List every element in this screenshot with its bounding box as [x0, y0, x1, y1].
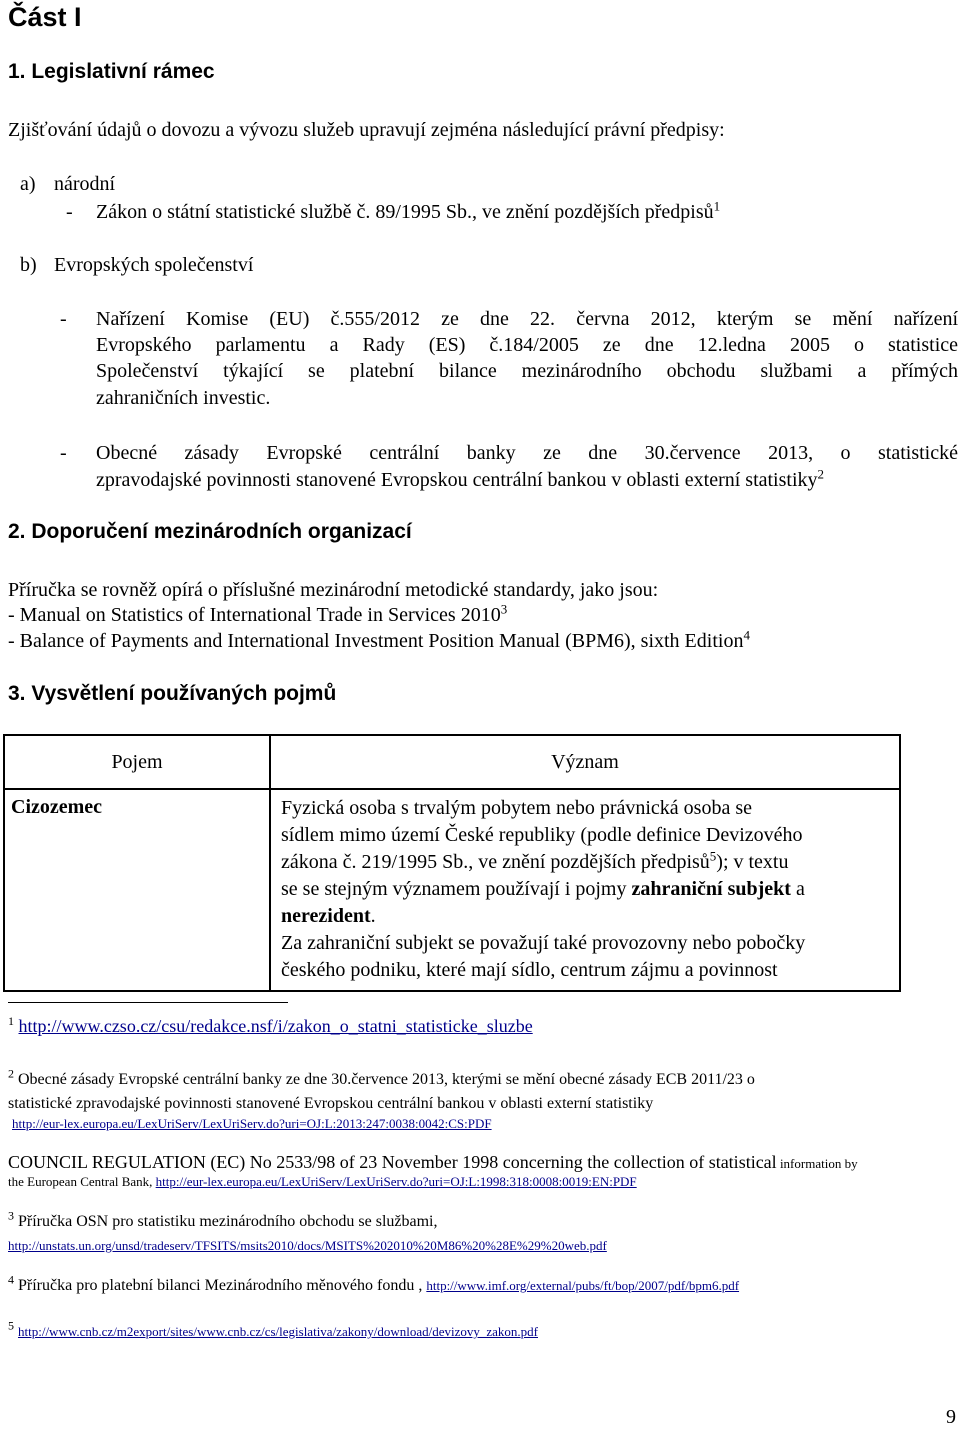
part-title: Část I [8, 2, 82, 32]
council-text: the European Central Bank, [8, 1174, 156, 1189]
footnote-number: 4 [8, 1272, 14, 1287]
definition-text: a [790, 878, 805, 900]
table-row [4, 789, 900, 991]
standard-item-text: - Balance of Payments and International Investment Position Manual (BPM6), sixth Edition [8, 630, 744, 652]
list-dash: - [60, 442, 67, 464]
list-item-line [96, 467, 824, 493]
list-item-line: Obecné zásady Evropské centrální banky ze dne 30.července 2013, o statistické [96, 442, 958, 464]
footnote-2 [8, 1066, 755, 1090]
term-bold: zahraniční subjekt [631, 878, 791, 900]
list-item-line: Společenství týkající se platební bilance mezinárodního obchodu službami a přímých [96, 360, 958, 382]
section2-heading: 2. Doporučení mezinárodních organizací [8, 520, 412, 543]
terms-table [3, 734, 901, 992]
definition-line [281, 849, 891, 876]
footnote-3-link-line [8, 1236, 607, 1256]
footnote-link[interactable]: http://www.imf.org/external/pubs/ft/bop/2007/pdf/bpm6.pdf [426, 1278, 740, 1293]
footnote-number: 3 [8, 1208, 14, 1223]
footnote-1 [8, 1016, 533, 1036]
definition-line: Za zahraniční subjekt se považují také provozovny nebo pobočky [281, 932, 806, 954]
definition-line: Fyzická osoba s trvalým pobytem nebo právnická osoba se [281, 797, 752, 819]
footnote-link[interactable]: http://unstats.un.org/unsd/tradeserv/TFSITS/msits2010/docs/MSITS%202010%20M86%20%28E%29%20web.pdf [8, 1238, 607, 1253]
definition-text: . [370, 905, 376, 927]
footnote-link[interactable]: http://eur-lex.europa.eu/LexUriServ/LexUriServ.do?uri=OJ:L:2013:247:0038:0042:CS:PDF [12, 1116, 492, 1131]
footnote-link[interactable]: http://www.czso.cz/csu/redakce.nsf/i/zakon_o_statni_statisticke_sluzbe [18, 1016, 533, 1036]
definition-text: ); v textu [716, 851, 789, 873]
definition-line [281, 903, 891, 930]
footnote-ref: 2 [817, 466, 825, 482]
definition-text: se se stejným významem používají i pojmy [281, 878, 632, 900]
list-dash: - [66, 201, 73, 223]
footnote-number: 5 [8, 1318, 14, 1333]
council-text-small: information by [776, 1156, 858, 1171]
definition-cell [270, 789, 900, 991]
term-cell: Cizozemec [4, 789, 270, 991]
footnote-link[interactable]: http://eur-lex.europa.eu/LexUriServ/LexUriServ.do?uri=OJ:L:1998:318:0008:0019:EN:PDF [155, 1174, 637, 1189]
footnote-number: 2 [8, 1066, 14, 1081]
footnote-link[interactable]: http://www.cnb.cz/m2export/sites/www.cnb.cz/cs/legislativa/zakony/download/devizovy_zakon.pdf [18, 1324, 538, 1339]
definition-line: českého podniku, které mají sídlo, centrum zájmu a povinnost [281, 959, 778, 981]
council-text: COUNCIL REGULATION (EC) No 2533/98 of 23 November 1998 concerning the collection of statistical [8, 1152, 777, 1172]
definition-line: sídlem mimo území České republiky (podle definice Devizového [281, 824, 803, 846]
list-label-b: Evropských společenství [54, 254, 254, 276]
footnote-ref: 1 [713, 198, 721, 214]
table-header-cell: Význam [270, 735, 900, 789]
council-regulation [8, 1152, 858, 1174]
list-item-zakon [96, 199, 720, 225]
footnote-text: Příručka OSN pro statistiku mezinárodního obchodu se službami, [18, 1213, 438, 1230]
council-line-2 [8, 1172, 637, 1192]
footnote-text: Příručka pro platební bilanci Mezinárodního měnového fondu [18, 1277, 415, 1294]
table-header-row [4, 735, 900, 789]
footnote-ref: 4 [743, 627, 750, 643]
table-header-cell: Pojem [4, 735, 270, 789]
list-item-line: zahraničních investic. [96, 387, 271, 409]
standard-item [8, 628, 750, 654]
footnote-text: statistické zpravodajské povinnosti stanovené Evropskou centrální bankou v oblasti externí statistiky [8, 1095, 654, 1112]
section3-heading: 3. Vysvětlení používaných pojmů [8, 682, 337, 705]
footnote-3 [8, 1208, 438, 1232]
list-item-line: Nařízení Komise (EU) č.555/2012 ze dne 22. června 2012, kterým se mění nařízení [96, 308, 958, 330]
term-bold: nerezident [281, 905, 371, 927]
list-label-a: národní [54, 173, 116, 195]
page-number: 9 [946, 1406, 956, 1428]
section1-heading: 1. Legislativní rámec [8, 60, 215, 83]
list-marker-a: a) [20, 173, 36, 195]
footnote-separator: , [414, 1277, 427, 1294]
list-item-text: zpravodajské povinnosti stanovené Evropskou centrální bankou v oblasti externí statistiky [96, 469, 818, 491]
footnote-ref: 3 [500, 601, 508, 617]
footnote-5 [8, 1318, 538, 1342]
list-item-text: Zákon o státní statistické službě č. 89/1995 Sb., ve znění pozdějších předpisů [96, 201, 714, 223]
footnote-2-link-line [12, 1114, 492, 1134]
section1-intro: Zjišťování údajů o dovozu a vývozu služeb upravují zejména následující právní předpisy: [8, 119, 725, 141]
footnote-number: 1 [8, 1014, 14, 1028]
standard-item-text: - Manual on Statistics of International Trade in Services 2010 [8, 604, 501, 626]
list-item-line: Evropského parlamentu a Rady (ES) č.184/2005 ze dne 12.ledna 2005 o statistice [96, 334, 958, 356]
footnote-4 [8, 1272, 740, 1296]
definition-line [281, 876, 891, 903]
list-dash: - [60, 308, 67, 330]
footnote-divider [8, 1002, 288, 1003]
footnote-ref: 5 [709, 848, 717, 864]
footnote-text: Obecné zásady Evropské centrální banky ze dne 30.července 2013, kterými se mění obecné zásady ECB 2011/23 o [18, 1071, 755, 1088]
list-marker-b: b) [20, 254, 37, 276]
section2-intro: Příručka se rovněž opírá o příslušné mezinárodní metodické standardy, jako jsou: [8, 579, 659, 601]
standard-item [8, 602, 507, 628]
definition-text: zákona č. 219/1995 Sb., ve znění pozdějších předpisů [281, 851, 710, 873]
